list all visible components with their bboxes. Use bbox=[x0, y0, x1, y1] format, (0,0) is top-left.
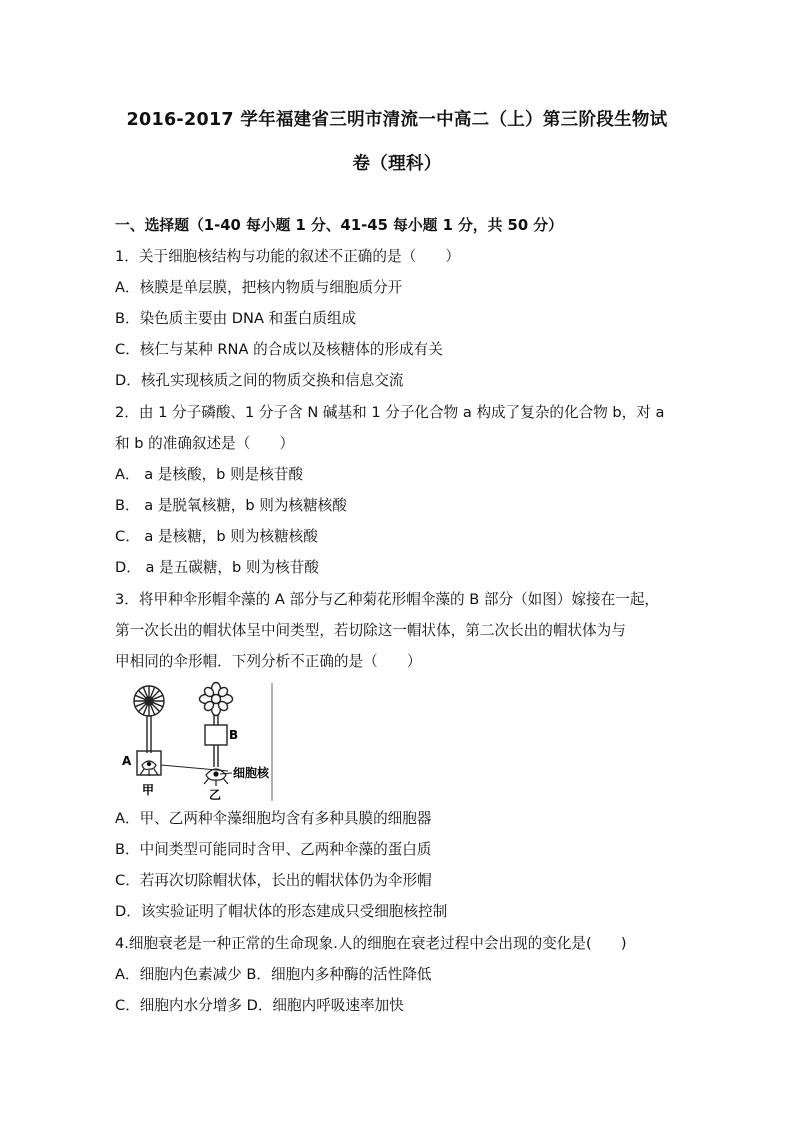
question-4-options-cd: C．细胞内水分增多 D．细胞内呼吸速率加快 bbox=[115, 997, 404, 1014]
chrysanthemum-cap-icon bbox=[200, 683, 233, 716]
question-3-option-b: B．中间类型可能同时含甲、乙两种伞藻的蛋白质 bbox=[115, 841, 432, 858]
label-a: A bbox=[122, 754, 132, 768]
acetabularia-grafting-figure bbox=[116, 681, 276, 803]
question-4-options-ab: A．细胞内色素减少 B．细胞内多种酶的活性降低 bbox=[115, 966, 432, 983]
yi-stalk-top bbox=[214, 715, 218, 725]
question-3-option-d: D．该实验证明了帽状体的形态建成只受细胞核控制 bbox=[115, 903, 448, 920]
umbrella-cap-icon bbox=[134, 686, 164, 716]
section-header: 一、选择题（1-40 每小题 1 分、41-45 每小题 1 分，共 50 分） bbox=[115, 217, 563, 234]
nucleus-pointer-line bbox=[220, 773, 232, 774]
question-2-option-d: D． a 是五碳糖，b 则为核苷酸 bbox=[115, 559, 319, 576]
exam-title-line-1: 2016-2017 学年福建省三明市清流一中高二（上）第三阶段生物试 bbox=[126, 110, 668, 130]
question-1-option-a: A．核膜是单层膜，把核内物质与细胞质分开 bbox=[115, 279, 403, 296]
question-2-option-c: C． a 是核糖，b 则为核糖核酸 bbox=[115, 528, 318, 545]
question-3-stem-line-2: 第一次长出的帽状体呈中间类型，若切除这一帽状体，第二次长出的帽状体为与 bbox=[115, 622, 626, 639]
yi-part-b-box bbox=[205, 725, 227, 745]
label-nucleus: 细胞核 bbox=[233, 766, 270, 780]
question-2-option-b: B． a 是脱氧核糖，b 则为核糖核酸 bbox=[115, 497, 347, 514]
jia-stalk bbox=[147, 716, 151, 753]
label-yi: 乙 bbox=[209, 788, 222, 802]
yi-stalk-bottom bbox=[214, 745, 218, 767]
jia-nucleus-icon bbox=[147, 762, 151, 766]
exam-title-line-2: 卷（理科） bbox=[352, 154, 442, 174]
label-jia: 甲 bbox=[142, 783, 155, 797]
question-3-stem-line-3: 甲相同的伞形帽．下列分析不正确的是（ ） bbox=[115, 653, 422, 670]
label-b: B bbox=[229, 728, 239, 742]
question-2-stem-line-2: 和 b 的准确叙述是（ ） bbox=[115, 435, 295, 452]
question-3-stem-line-1: 3．将甲种伞形帽伞藻的 A 部分与乙种菊花形帽伞藻的 B 部分（如图）嫁接在一起， bbox=[115, 591, 660, 608]
question-3-option-a: A．甲、乙两种伞藻细胞均含有多种具膜的细胞器 bbox=[115, 810, 432, 827]
question-2-stem-line-1: 2．由 1 分子磷酸、1 分子含 N 碱基和 1 分子化合物 a 构成了复杂的化合物 b，对 a bbox=[115, 404, 665, 421]
question-3-option-c: C．若再次切除帽状体，长出的帽状体仍为伞形帽 bbox=[115, 872, 432, 889]
question-1-option-d: D．核孔实现核质之间的物质交换和信息交流 bbox=[115, 372, 404, 389]
grafting-diagram bbox=[116, 681, 276, 803]
question-1-option-b: B．染色质主要由 DNA 和蛋白质组成 bbox=[115, 310, 357, 327]
yi-nucleus-icon bbox=[213, 771, 218, 776]
question-1-option-c: C．核仁与某种 RNA 的合成以及核糖体的形成有关 bbox=[115, 341, 443, 358]
question-4-stem: 4.细胞衰老是一种正常的生命现象.人的细胞在衰老过程中会出现的变化是( ) bbox=[115, 935, 627, 952]
question-1-stem: 1．关于细胞核结构与功能的叙述不正确的是（ ） bbox=[115, 248, 460, 265]
question-2-option-a: A． a 是核酸，b 则是核苷酸 bbox=[115, 466, 304, 483]
